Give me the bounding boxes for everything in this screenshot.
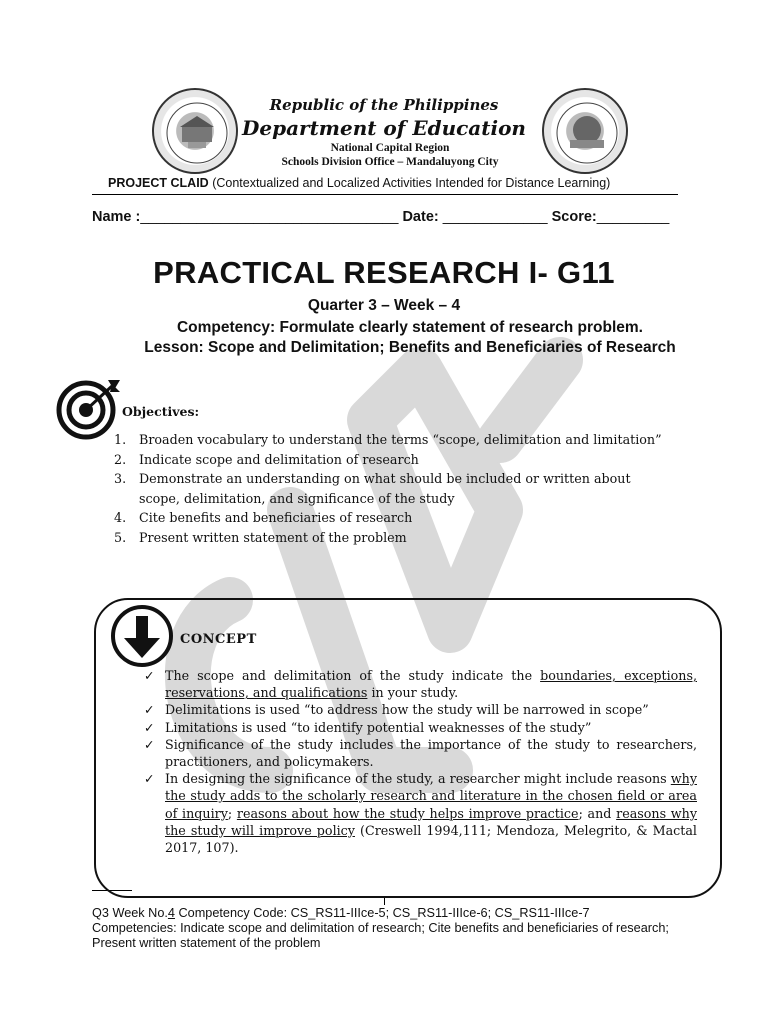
score-field[interactable]: _________: [596, 209, 670, 225]
division-heading: Schools Division Office – Mandaluyong City: [281, 156, 499, 168]
lesson-text: Lesson: Scope and Delimitation; Benefits and Beneficiaries of Research: [144, 339, 676, 356]
list-item: ✓ Limitations is used “to identify potential weaknesses of the study”: [144, 719, 592, 735]
student-info-row: [92, 209, 669, 225]
check-icon: ✓: [144, 719, 155, 735]
list-item: 2. Indicate scope and delimitation of research: [114, 451, 419, 467]
project-label: PROJECT CLAID: [108, 176, 209, 190]
project-description: (Contextualized and Localized Activities Intended for Distance Learning): [212, 176, 611, 190]
objective-text: Demonstrate an understanding on what should be included or written about scope, delimitation, and significance of the study: [139, 471, 631, 506]
concept-list: [144, 667, 697, 856]
target-icon: [56, 378, 122, 440]
name-label: Name :: [92, 209, 141, 225]
check-icon: ✓: [144, 736, 155, 752]
concept-heading: CONCEPT: [180, 632, 257, 647]
republic-heading: Republic of the Philippines: [269, 96, 499, 114]
objective-text: Broaden vocabulary to understand the terms “scope, delimitation and limitation”: [139, 432, 662, 447]
list-item: 4. Cite benefits and beneficiaries of research: [114, 510, 413, 525]
check-icon: ✓: [144, 771, 155, 787]
objective-text: Indicate scope and delimitation of research: [139, 451, 419, 467]
header-divider: [92, 194, 678, 195]
list-item: ✓ Significance of the study includes the importance of the study to researchers, practitioners, and policymakers.: [144, 736, 697, 770]
quarter-week: Quarter 3 – Week – 4: [307, 297, 461, 314]
list-item: ✓ In designing the significance of the study, a researcher might include reasons why the study adds to the scholarly research and literature in the chosen field or area of inquiry; reasons about how the study helps improve practice; and reasons why the study will improve policy (Creswell 1994,111; Mendoza, Melegrito, & Mactal 2017, 107).: [144, 771, 698, 856]
date-field[interactable]: _____________: [442, 209, 548, 225]
list-item: 3. Demonstrate an understanding on what should be included or written about scope, delimitation, and significance of the study: [114, 471, 631, 506]
check-icon: ✓: [144, 668, 155, 683]
objective-text: Present written statement of the problem: [139, 529, 407, 545]
competency-text: Competency: Formulate clearly statement of research problem.: [176, 319, 643, 336]
objectives-heading: Objectives:: [122, 404, 200, 419]
page-tick: [384, 897, 385, 905]
department-heading: Department of Education: [242, 116, 526, 140]
competency-block: [140, 318, 680, 358]
footer: [92, 906, 692, 951]
page-title: PRACTICAL RESEARCH I- G11: [153, 255, 615, 290]
score-label: Score:: [551, 209, 597, 225]
list-item: ✓ Delimitations is used “to address how the study will be narrowed in scope”: [144, 702, 649, 718]
footer-codes: Q3 Week No.4 Competency Code: CS_RS11-IIIce-5; CS_RS11-IIIce-6; CS_RS11-IIIce-7: [92, 906, 590, 920]
arrow-down-icon: [110, 604, 174, 668]
list-item: 1. Broaden vocabulary to understand the terms “scope, delimitation and limitation”: [114, 432, 662, 447]
objectives-list: [114, 430, 674, 547]
project-claid-line: [108, 176, 610, 190]
name-field[interactable]: ________________________________: [140, 209, 399, 225]
list-item: ✓ The scope and delimitation of the study indicate the boundaries, exceptions, reservations, and qualifications in your study.: [144, 668, 697, 701]
footer-competencies: Competencies: Indicate scope and delimitation of research; Cite benefits and beneficiaries of research; Present written statement of the problem: [92, 921, 669, 950]
region-heading: National Capital Region: [330, 142, 450, 154]
list-item: 5. Present written statement of the problem: [114, 529, 407, 545]
objective-text: Cite benefits and beneficiaries of research: [139, 510, 413, 525]
check-icon: ✓: [144, 702, 155, 718]
date-label: Date:: [402, 209, 439, 225]
